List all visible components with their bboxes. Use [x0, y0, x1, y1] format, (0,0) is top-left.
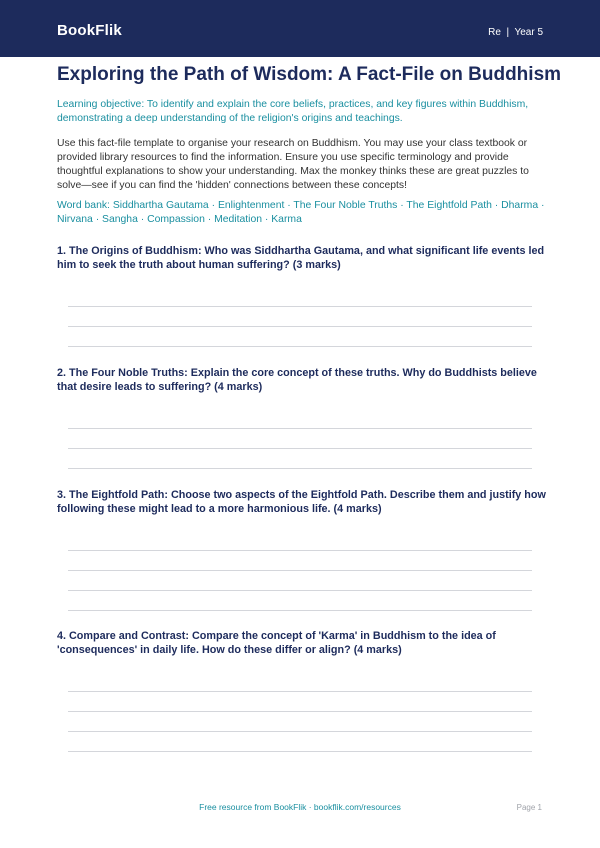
question-4 — [57, 629, 547, 657]
answer-line[interactable] — [68, 346, 532, 347]
subject-year-label: Re | Year 5 — [488, 27, 543, 38]
question-text: 2. The Four Noble Truths: Explain the core concept of these truths. Why do Buddhists believe that desire leads to suffering? (4 marks) — [57, 367, 537, 393]
answer-line[interactable] — [68, 610, 532, 611]
intro-paragraph: Use this fact-file template to organise your research on Buddhism. You may use your class textbook or provided library resources to find the information. Ensure you use specific terminology and provide thoughtful explanations to show your understanding. Max the monkey thinks these are great puzzles to solve—see if you can find the 'hidden' connections between these concepts! — [57, 138, 529, 191]
question-text: 1. The Origins of Buddhism: Who was Siddhartha Gautama, and what significant life events led him to seek the truth about human suffering? (3 marks) — [57, 245, 545, 271]
question-1 — [57, 244, 547, 272]
word-bank: Word bank: Siddhartha Gautama · Enlightenment · The Four Noble Truths · The Eightfold Path · Dharma · Nirvana · Sangha · Compassion · Meditation · Karma — [57, 200, 545, 225]
question-text: 3. The Eightfold Path: Choose two aspects of the Eightfold Path. Describe them and justify how following these might lead to a more harmonious life. (4 marks) — [57, 489, 546, 515]
question-text: 4. Compare and Contrast: Compare the concept of 'Karma' in Buddhism to the idea of 'consequences' in daily life. How do these differ or align? (4 marks) — [57, 630, 496, 656]
learning-objective: Learning objective: To identify and explain the core beliefs, practices, and key figures within Buddhism, demonstrating a deep understanding of the religion's origins and teachings. — [57, 99, 529, 124]
question-2 — [57, 366, 547, 394]
page-number: Page 1 — [516, 803, 542, 812]
question-3 — [57, 488, 547, 516]
answer-line[interactable] — [68, 326, 532, 327]
header-bar — [0, 0, 600, 57]
answer-line[interactable] — [68, 711, 532, 712]
answer-line[interactable] — [68, 448, 532, 449]
answer-line[interactable] — [68, 428, 532, 429]
answer-line[interactable] — [68, 468, 532, 469]
answer-line[interactable] — [68, 550, 532, 551]
answer-line[interactable] — [68, 570, 532, 571]
answer-line[interactable] — [68, 751, 532, 752]
page-title: Exploring the Path of Wisdom: A Fact-File on Buddhism — [57, 64, 562, 85]
brand-logo: BookFlik — [57, 22, 122, 39]
footer-resource-link[interactable]: Free resource from BookFlik · bookflik.com/resources — [199, 802, 401, 812]
answer-line[interactable] — [68, 590, 532, 591]
answer-line[interactable] — [68, 731, 532, 732]
answer-line[interactable] — [68, 306, 532, 307]
answer-line[interactable] — [68, 691, 532, 692]
